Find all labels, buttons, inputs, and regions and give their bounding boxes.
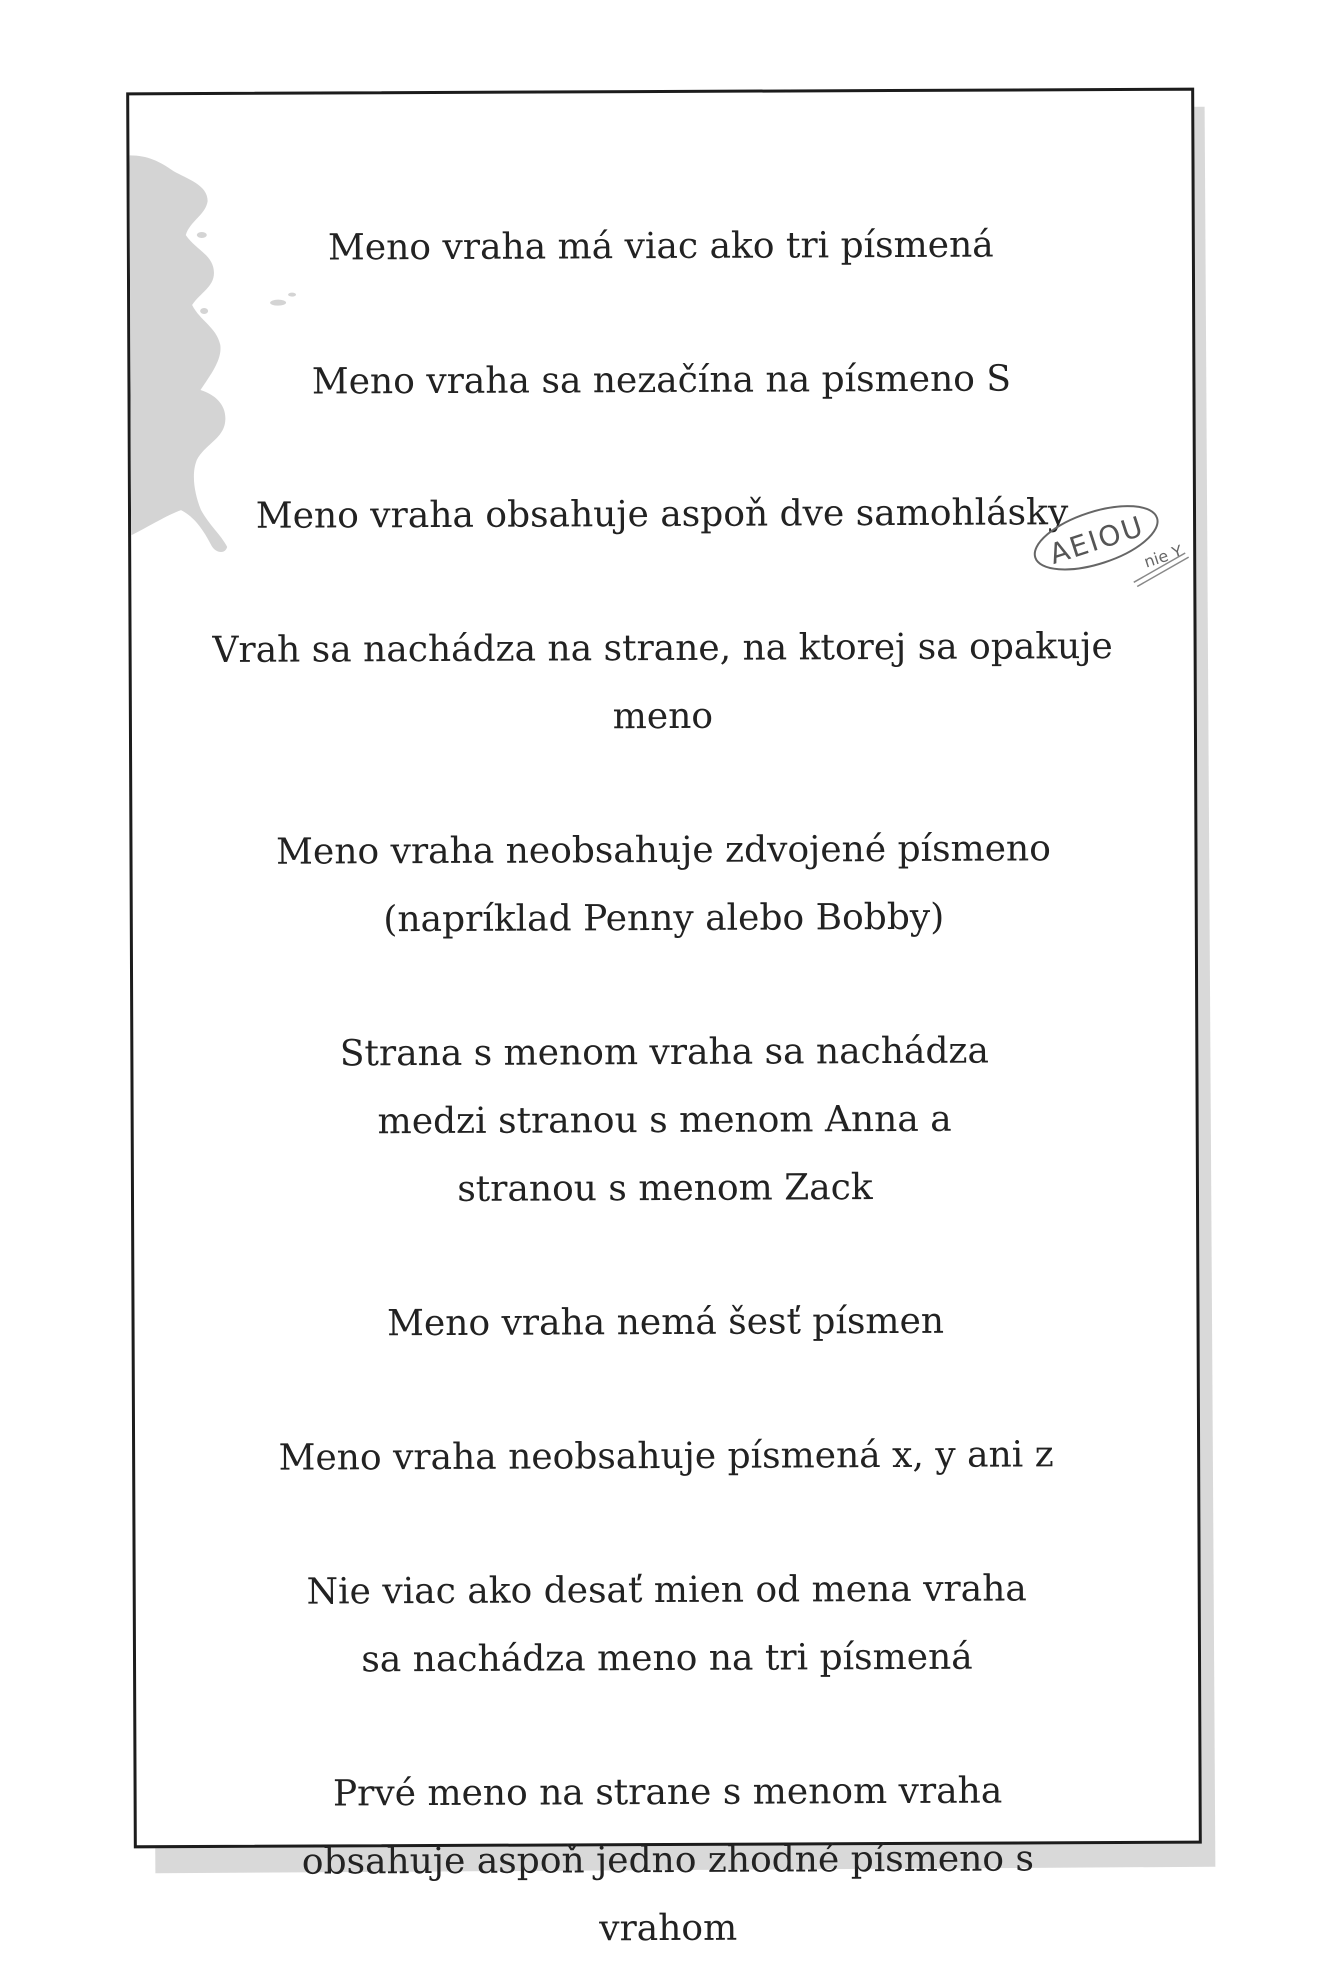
clue-item: Strana s menom vraha sa nachádza medzi stranou s menom Anna a stranou s menom Zack [339, 1030, 990, 1210]
clue-item: Prvé meno na strane s menom vraha obsahuje aspoň jedno zhodné písmeno s vrahom [301, 1770, 1035, 1950]
clue-item: Meno vraha neobsahuje písmená x, y ani z [278, 1434, 1054, 1479]
clue-sheet [126, 88, 1202, 1950]
clue-item: Meno vraha sa nezačína na písmeno S [311, 358, 1012, 403]
clue-item: Meno vraha nemá šesť písmen [386, 1300, 945, 1345]
clue-item: Nie viac ako desať mien od mena vraha sa nachádza meno na tri písmená [306, 1568, 1027, 1681]
clue-item: Meno vraha neobsahuje zdvojené písmeno (napríklad Penny alebo Bobby) [276, 828, 1051, 941]
clue-list [170, 211, 1160, 1965]
clue-item: Meno vraha má viac ako tri písmená [327, 224, 994, 269]
exception-text: nie Y [1141, 541, 1185, 572]
clue-item: Vrah sa nachádza na strane, na ktorej sa opakuje meno [212, 626, 1113, 738]
clue-item: Meno vraha obsahuje aspoň dve samohlásky [255, 492, 1069, 537]
vowels-text: AEIOU [1045, 509, 1149, 571]
